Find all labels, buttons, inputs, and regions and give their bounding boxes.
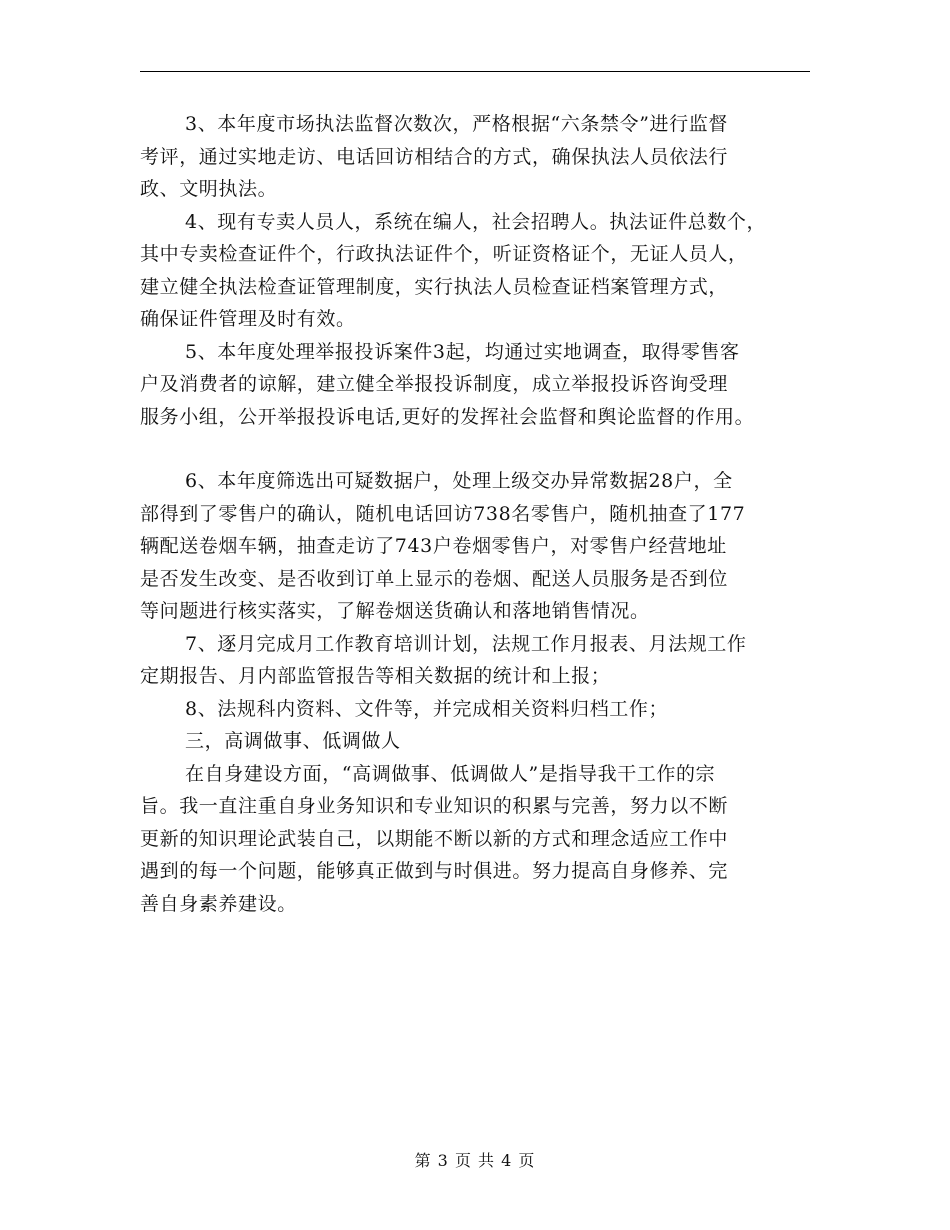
paragraph-9-line-1: 在自身建设方面，“高调做事、低调做人”是指导我干工作的宗 bbox=[185, 762, 716, 785]
header-rule bbox=[140, 71, 810, 72]
paragraph-4-line-3: 建立健全执法检查证管理制度，实行执法人员检查证档案管理方式， bbox=[140, 275, 729, 298]
paragraph-3-line-2: 考评，通过实地走访、电话回访相结合的方式，确保执法人员依法行 bbox=[140, 145, 729, 168]
paragraph-4-line-1: 4、现有专卖人员人，系统在编人，社会招聘人。执法证件总数个， bbox=[185, 210, 767, 233]
paragraph-gap bbox=[140, 433, 820, 465]
paragraph-4-line-2: 其中专卖检查证件个，行政执法证件个，听证资格证个，无证人员人， bbox=[140, 243, 748, 265]
paragraph-5-line-2: 户及消费者的谅解，建立健全举报投诉制度，成立举报投诉咨询受理 bbox=[140, 373, 729, 395]
paragraph-9-line-2: 旨。我一直注重自身业务知识和专业知识的积累与完善，努力以不断 bbox=[140, 795, 729, 817]
paragraph-9-line-5: 善自身素养建设。 bbox=[140, 892, 297, 915]
paragraph-5-line-3: 服务小组，公开举报投诉电话,更好的发挥社会监督和舆论监督的作用。 bbox=[140, 405, 755, 428]
paragraph-7-line-1: 7、逐月完成月工作教育培训计划，法规工作月报表、月法规工作 bbox=[185, 632, 747, 655]
paragraph-3-line-3: 政、文明执法。 bbox=[140, 178, 278, 200]
paragraph-7-line-2: 定期报告、月内部监管报告等相关数据的统计和上报； bbox=[140, 665, 611, 687]
paragraph-9-line-3: 更新的知识理论武装自己，以期能不断以新的方式和理念适应工作中 bbox=[140, 827, 729, 850]
paragraph-3-line-1: 3、本年度市场执法监督次数次，严格根据“六条禁令”进行监督 bbox=[185, 113, 728, 135]
paragraph-6-line-5: 等问题进行核实落实，了解卷烟送货确认和落地销售情况。 bbox=[140, 600, 650, 622]
paragraph-5-line-1: 5、本年度处理举报投诉案件3起，均通过实地调查，取得零售客 bbox=[185, 340, 740, 363]
section-heading: 三，高调做事、低调做人 bbox=[185, 730, 401, 752]
paragraph-4-line-4: 确保证件管理及时有效。 bbox=[140, 308, 356, 330]
paragraph-6-line-1: 6、本年度筛选出可疑数据户，处理上级交办异常数据28户，全 bbox=[185, 470, 733, 492]
page-number: 第 3 页 共 4 页 bbox=[414, 1151, 536, 1170]
paragraph-6-line-4: 是否发生改变、是否收到订单上显示的卷烟、配送人员服务是否到位 bbox=[140, 567, 729, 590]
paragraph-6-line-2: 部得到了零售户的确认，随机电话回访738名零售户，随机抽查了177 bbox=[140, 502, 746, 525]
paragraph-9-line-4: 遇到的每一个问题，能够真正做到与时俱进。努力提高自身修养、完 bbox=[140, 860, 729, 882]
paragraph-8-line-1: 8、法规科内资料、文件等，并完成相关资料归档工作； bbox=[185, 697, 669, 720]
paragraph-6-line-3: 辆配送卷烟车辆，抽查走访了743户卷烟零售户，对零售户经营地址 bbox=[140, 535, 727, 557]
document-body bbox=[140, 108, 820, 920]
